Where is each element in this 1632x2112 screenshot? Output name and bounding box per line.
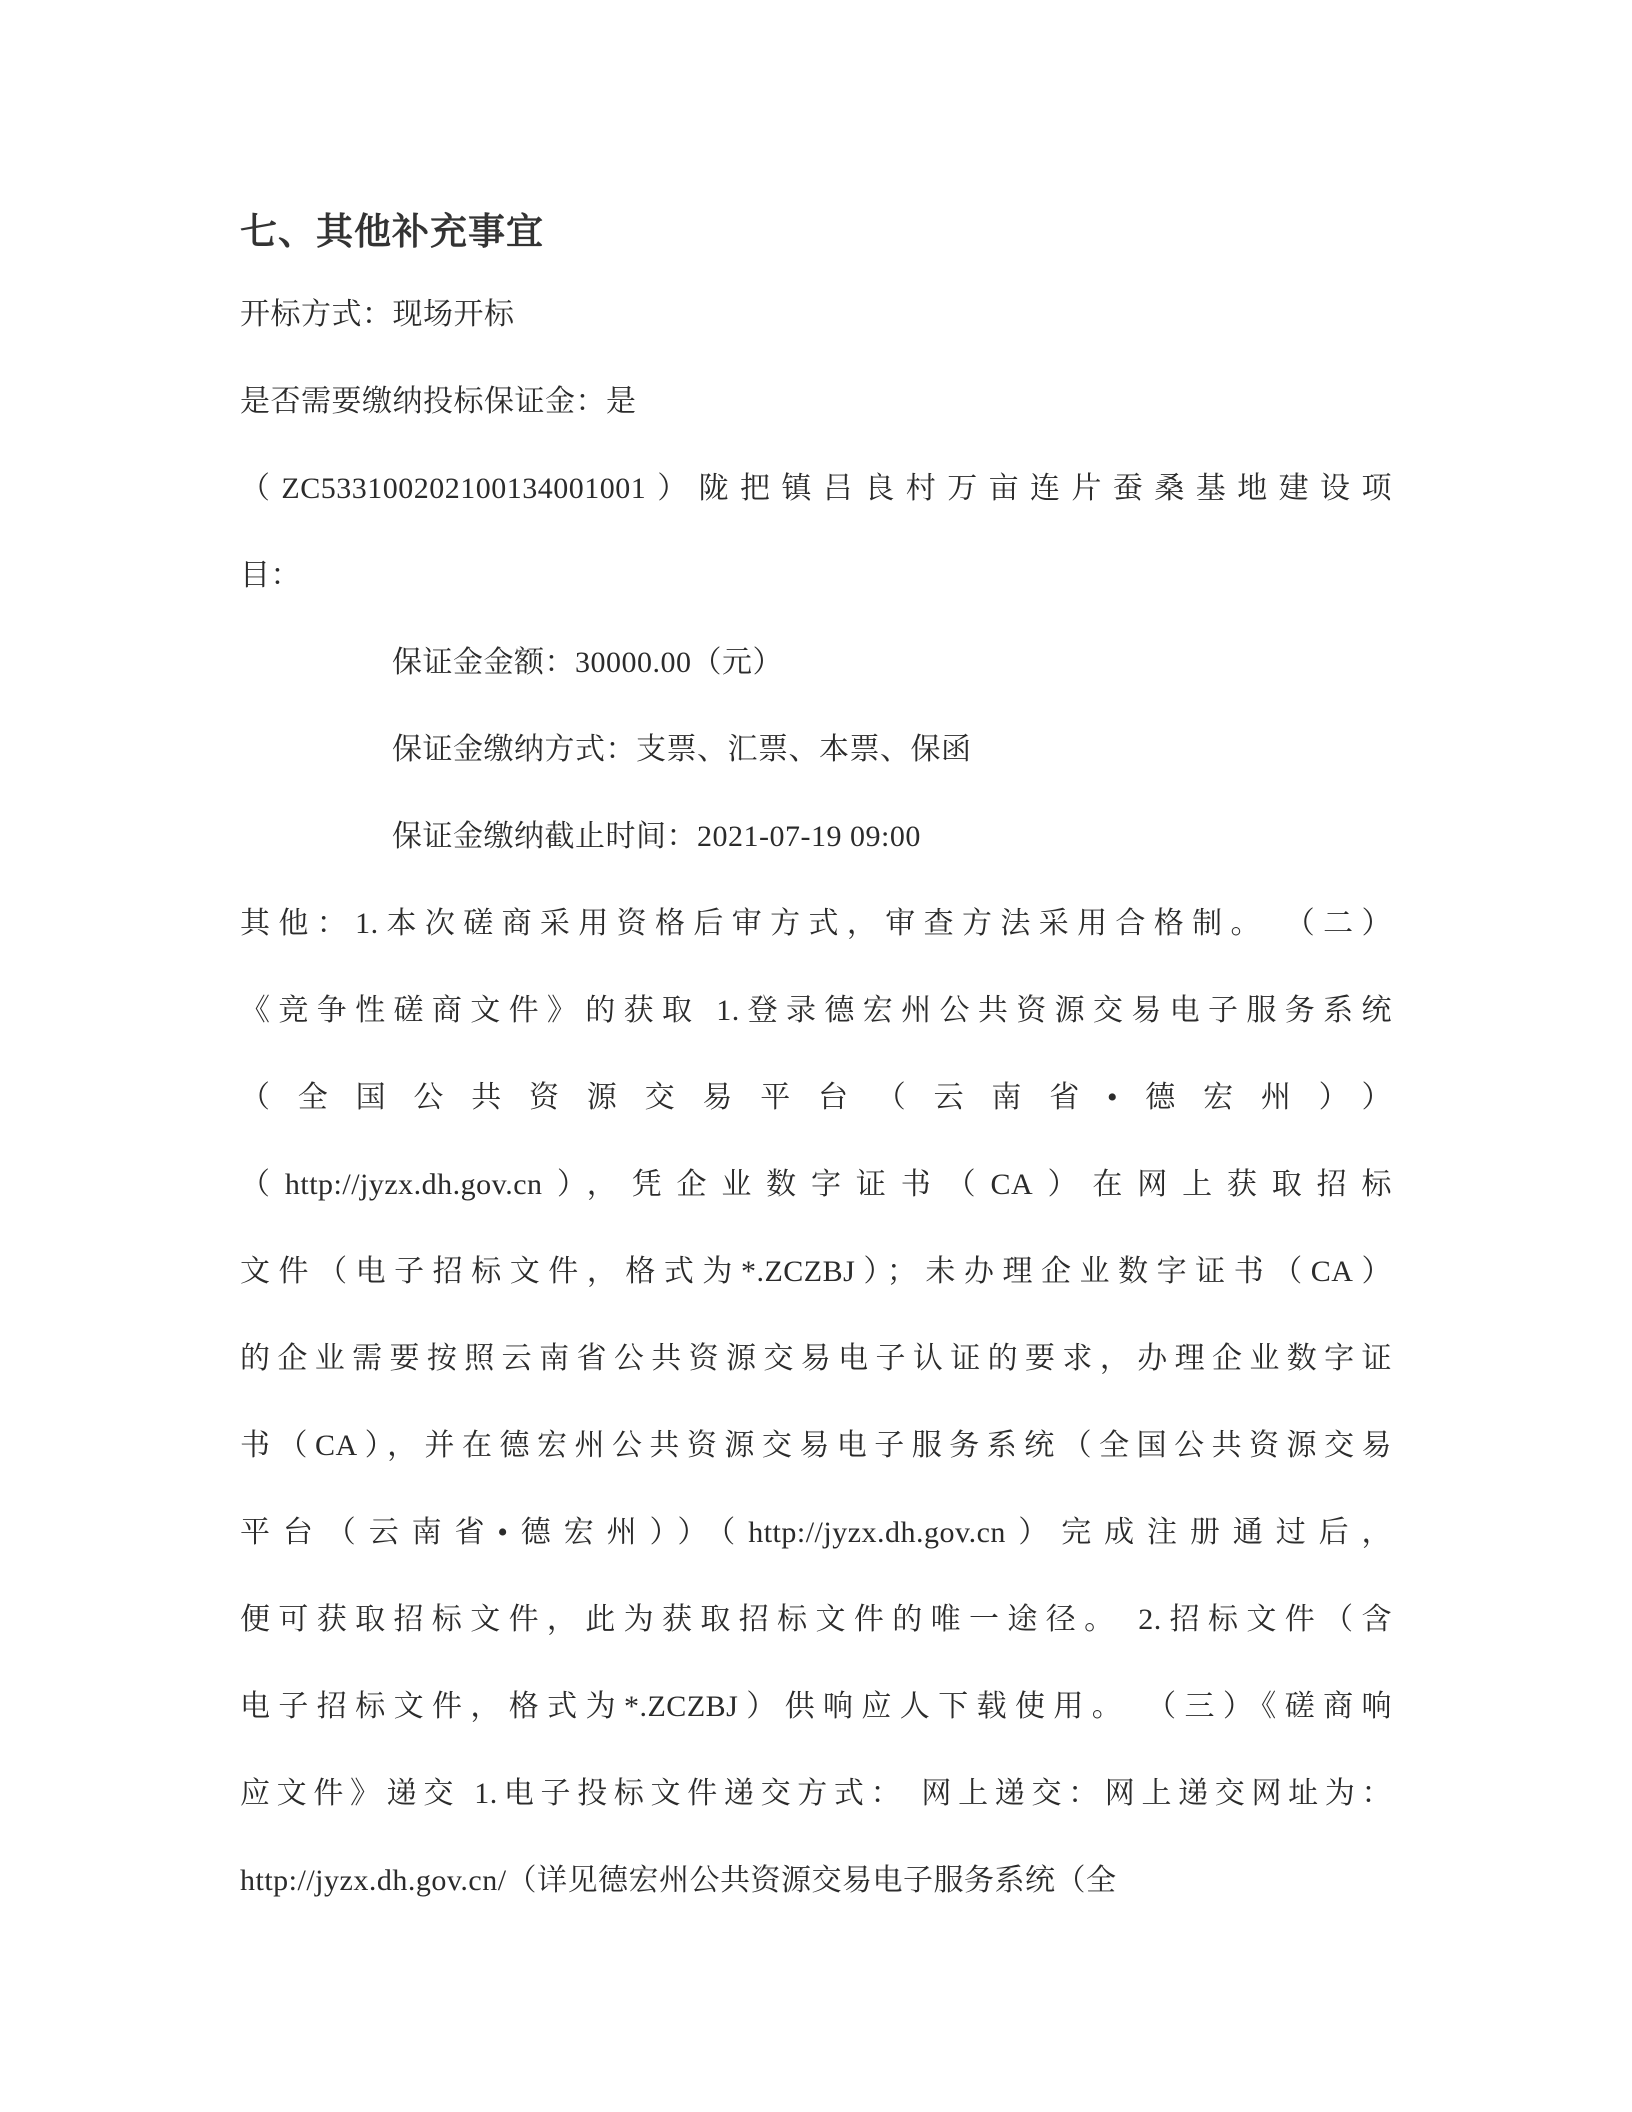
doc-line-deposit-deadline: 保证金缴纳截止时间：2021-07-19 09:00 — [392, 820, 921, 853]
doc-line-other-3: （全国公共资源交易平台（云南省•德宏州）） — [240, 1081, 1392, 1114]
doc-line-other-5: 文件（电子招标文件，格式为*.ZCZBJ）；未办理企业数字证书（CA） — [240, 1255, 1392, 1288]
doc-line-other-10: 电子招标文件，格式为*.ZCZBJ）供响应人下载使用。 （三）《磋商响 — [240, 1690, 1392, 1723]
document-content — [240, 212, 1392, 1897]
doc-line-other-8: 平台（云南省•德宏州））（http://jyzx.dh.gov.cn）完成注册通过后， — [240, 1516, 1392, 1549]
doc-line-other-12: http://jyzx.dh.gov.cn/（详见德宏州公共资源交易电子服务系统（全 — [240, 1864, 1117, 1897]
doc-line-open-bid-method: 开标方式：现场开标 — [240, 298, 515, 331]
doc-line-other-7: 书（CA），并在德宏州公共资源交易电子服务系统（全国公共资源交易 — [240, 1429, 1392, 1462]
doc-line-other-11: 应文件》递交 1.电子投标文件递交方式： 网上递交：网上递交网址为： — [240, 1777, 1392, 1810]
doc-line-other-6: 的企业需要按照云南省公共资源交易电子认证的要求，办理企业数字证 — [240, 1342, 1392, 1375]
doc-line-project-code-cont: 目： — [240, 559, 301, 592]
doc-line-other-9: 便可获取招标文件，此为获取招标文件的唯一途径。 2.招标文件（含 — [240, 1603, 1392, 1636]
doc-line-other-4: （http://jyzx.dh.gov.cn），凭企业数字证书（CA）在网上获取招标 — [240, 1168, 1392, 1201]
doc-line-deposit-payment: 保证金缴纳方式：支票、汇票、本票、保函 — [392, 733, 972, 766]
doc-line-other-2: 《竞争性磋商文件》的获取 1.登录德宏州公共资源交易电子服务系统 — [240, 994, 1392, 1027]
doc-line-deposit-amount: 保证金金额：30000.00（元） — [392, 646, 783, 679]
doc-line-project-code: （ZC533100202100134001001）陇把镇吕良村万亩连片蚕桑基地建设项 — [240, 472, 1392, 505]
doc-line-other-1: 其他：1.本次磋商采用资格后审方式，审查方法采用合格制。 （二） — [240, 907, 1392, 940]
doc-line-deposit-required: 是否需要缴纳投标保证金：是 — [240, 385, 637, 418]
section-heading: 七、其他补充事宜 — [240, 211, 544, 252]
